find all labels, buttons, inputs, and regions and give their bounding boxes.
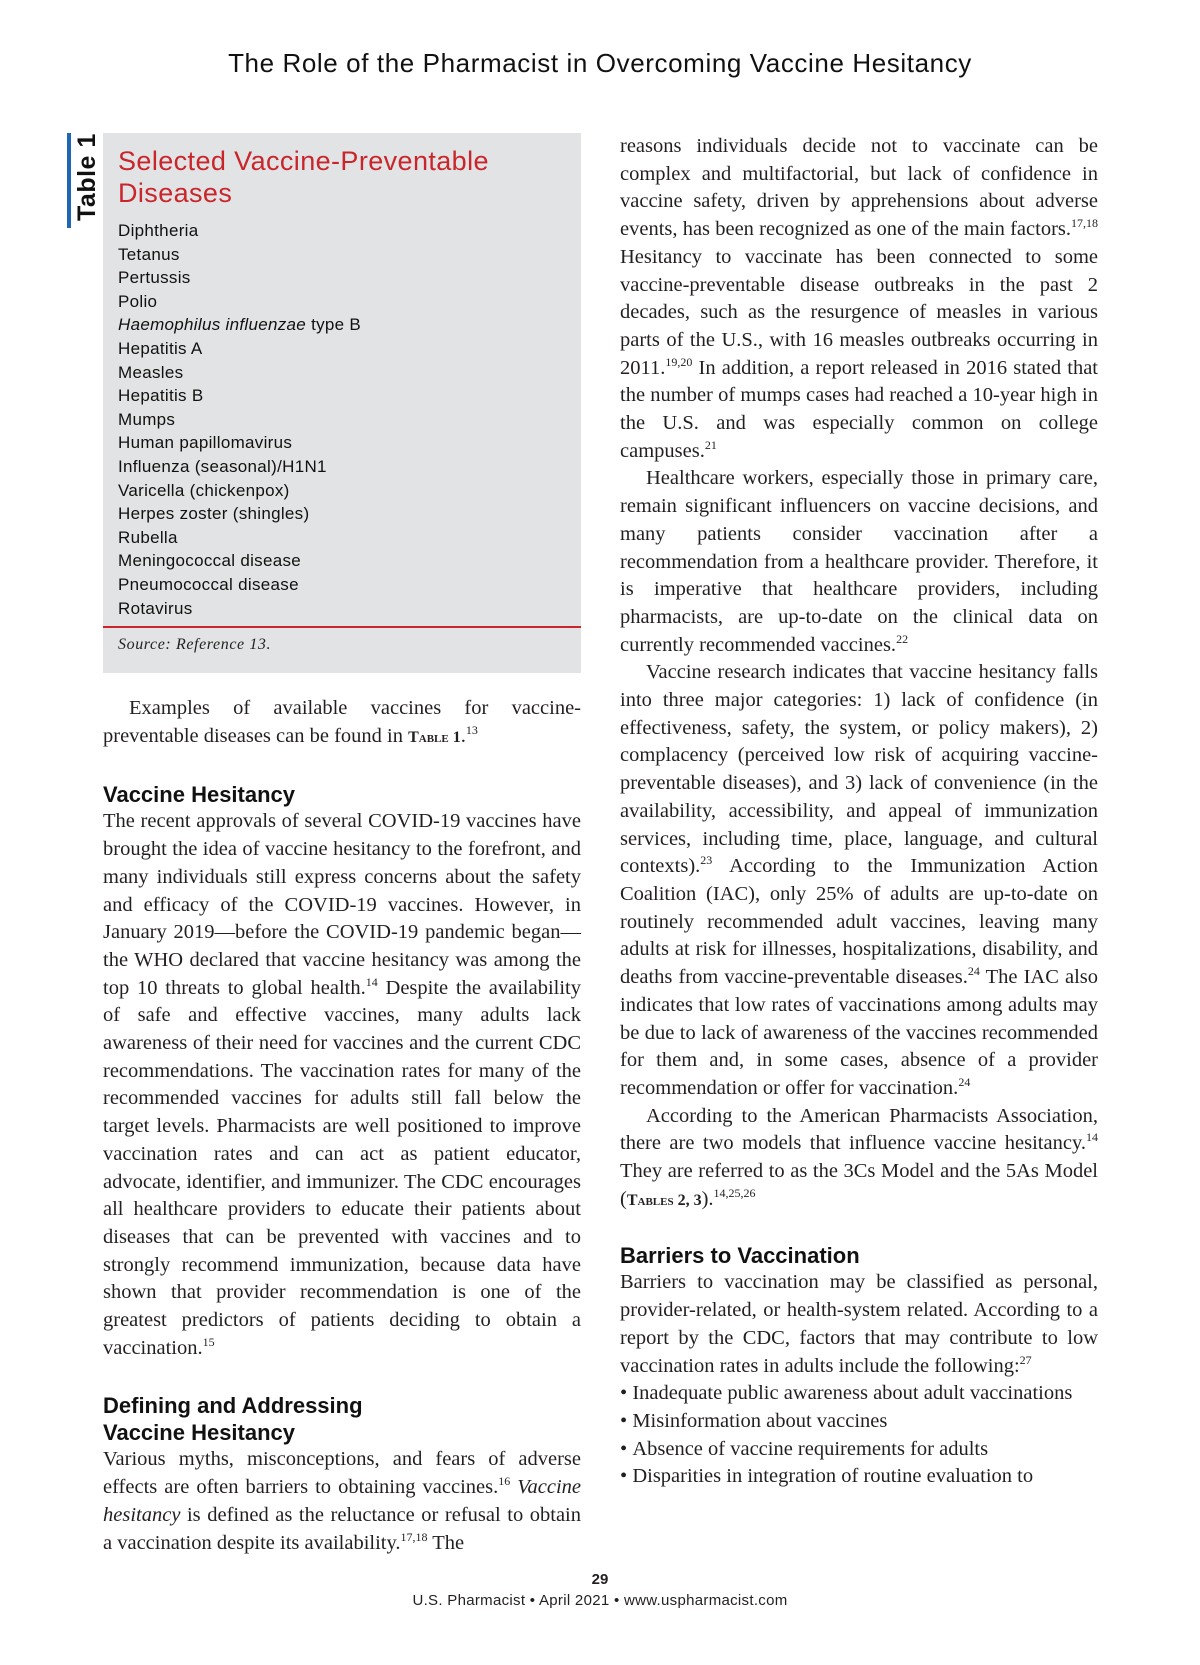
barrier-item: • Inadequate public awareness about adult vaccinations	[620, 1380, 1098, 1408]
text-run: is defined as the reluctance or refusal to obtain a vaccination despite its availability.	[103, 1503, 581, 1554]
left-column	[73, 133, 582, 1557]
citation: 27	[1019, 1352, 1032, 1367]
text-run: According to the Immunization Action Coalition (IAC), only 25% of adults are up-to-date on routinely recommended adult vaccines, leaving many adults at risk for illnesses, hospitalizations, disability, and deaths from vaccine-preventable diseases.	[620, 855, 1098, 989]
table-tab-bar	[67, 133, 71, 228]
paragraph-vaccine-hesitancy	[103, 808, 581, 1362]
table-rule	[103, 626, 581, 628]
barriers-list	[620, 1380, 1098, 1491]
citation: 23	[700, 853, 713, 868]
table-reference: Table 1	[408, 728, 461, 746]
citation: 19,20	[665, 354, 693, 369]
right-column	[620, 133, 1098, 1491]
disease-item: Rubella	[118, 527, 178, 547]
text-run: The recent approvals of several COVID-19 vaccines have brought the idea of vaccine hesitancy to the forefront, and many individuals still express concerns about the safety and efficacy of the COVID-19 vaccines. However, in January 2019—before the COVID-19 pandemic began—the WHO declared that vaccine hesitancy was among the top 10 threats to global health.	[103, 810, 581, 999]
citation: 16	[498, 1474, 511, 1489]
citation: 17,18	[1071, 216, 1098, 231]
text-run: Vaccine research indicates that vaccine hesitancy falls into three major categories: 1) lack of confidence (in effectiveness, safety, the system, or policy makers), 2) complacency (perceived low risk of acquiring vaccine-preventable diseases), and 3) lack of convenience (in the availability, accessibility, and appeal of immunization services, including time, place, language, and cultural contexts).	[620, 661, 1098, 878]
paragraph-continued	[620, 133, 1098, 465]
disease-item	[118, 313, 567, 337]
table-tab	[67, 133, 101, 228]
disease-item: Hepatitis B	[118, 386, 204, 406]
text-run: Barriers to vaccination may be classified as personal, provider-related, or health-system related. According to a report by the CDC, factors that may contribute to low vaccination rates in adults include the following:	[620, 1271, 1098, 1377]
disease-item: Rotavirus	[118, 598, 193, 618]
table-title: Selected Vaccine-Preventable Diseases	[118, 146, 489, 208]
disease-item: Hepatitis A	[118, 338, 203, 358]
running-title: The Role of the Pharmacist in Overcoming Vaccine Hesitancy	[228, 48, 972, 78]
citation: 15	[202, 1334, 215, 1349]
text-run: Despite the availability of safe and effective vaccines, many adults lack awareness of their need for vaccines and the current CDC recommendations. The vaccination rates for many of the recommended vaccines for adults still fall below the target levels. Pharmacists are well positioned to improve vaccination rates and can act as patient educator, advocate, identifier, and immunizer. The CDC encourages all healthcare providers to educate their patients about diseases that can be prevented with vaccines and to strongly recommend immunization, because data have shown that provider recommendation is one of the greatest predictors of patients deciding to obtain a vaccination.	[103, 976, 581, 1359]
paragraph-defining	[103, 1446, 581, 1557]
disease-item: Tetanus	[118, 244, 180, 264]
text-run: Hesitancy to vaccinate has been connected to some vaccine-preventable disease outbreaks in the past 2 decades, such as the resurgence of measles in various parts of the U.S., with 16 measles outbreaks occurring in 2011.	[620, 245, 1098, 379]
citation: 14,25,26	[713, 1185, 756, 1200]
page-number: 29	[591, 1571, 609, 1588]
disease-item-suffix: type B	[306, 315, 362, 335]
citation: 14	[1086, 1130, 1098, 1145]
heading-defining-addressing	[103, 1392, 581, 1446]
table-1	[73, 133, 581, 673]
text-run: Various myths, misconceptions, and fears of adverse effects are often barriers to obtaining vaccines.	[103, 1448, 581, 1499]
citation: 14	[365, 974, 378, 989]
text-run: ).	[701, 1187, 714, 1210]
italic-term: Vaccine hesitancy	[103, 1476, 582, 1526]
text-run: The IAC also indicates that low rates of vaccinations among adults may be due to lack of awareness of the vaccines recommended for them and, in some cases, absence of a provider recommendation or offer for vaccination.	[620, 966, 1098, 1099]
barrier-item: • Disparities in integration of routine evaluation to	[620, 1463, 1098, 1491]
text-run: In addition, a report released in 2016 stated that the number of mumps cases had reached a 10-year high in the U.S. and was especially common on college campuses.	[620, 356, 1098, 462]
table-reference: Tables 2, 3	[626, 1191, 702, 1209]
disease-item: Human papillomavirus	[118, 433, 293, 453]
heading-line: Defining and Addressing	[103, 1393, 363, 1419]
citation: 22	[896, 631, 909, 646]
table-source: Source: Reference 13.	[118, 636, 272, 654]
heading-line: Vaccine Hesitancy	[103, 1420, 296, 1446]
table-tab-label: Table 1	[73, 133, 101, 221]
citation: 17,18	[400, 1529, 428, 1544]
barrier-item: • Misinformation about vaccines	[620, 1408, 1098, 1436]
heading-vaccine-hesitancy: Vaccine Hesitancy	[103, 782, 296, 808]
disease-item: Pneumococcal disease	[118, 574, 299, 594]
paragraph-research	[620, 659, 1098, 1102]
text-run: .	[460, 724, 466, 747]
paragraph-barriers	[620, 1269, 1098, 1380]
disease-item: Varicella (chickenpox)	[118, 480, 290, 500]
text-run: The	[427, 1531, 465, 1554]
footer-publication: U.S. Pharmacist • April 2021 • www.uspharmacist.com	[412, 1592, 788, 1609]
text-run: reasons individuals decide not to vaccinate can be complex and multifactorial, but lack of confidence in vaccine safety, driven by apprehensions about adverse events, has been recognized as one of the main factors.	[620, 135, 1098, 241]
citation: 24	[958, 1074, 971, 1089]
heading-barriers: Barriers to Vaccination	[620, 1243, 860, 1269]
disease-list	[118, 219, 567, 620]
barrier-item: • Absence of vaccine requirements for adults	[620, 1436, 1098, 1464]
disease-item: Mumps	[118, 409, 176, 429]
disease-item: Pertussis	[118, 268, 191, 288]
text-run: They are referred to as the 3Cs Model and the 5As Model (	[620, 1160, 1098, 1210]
text-run: Healthcare workers, especially those in primary care, remain significant influencers on vaccine decisions, and many patients consider vaccination after a recommendation from a healthcare provider. Therefore, it is imperative that healthcare providers, including pharmacists, are up-to-date on the clinical data on currently recommended vaccines.	[620, 467, 1098, 656]
disease-item: Diphtheria	[118, 221, 199, 240]
citation: 24	[967, 964, 980, 979]
disease-item: Influenza (seasonal)/H1N1	[118, 456, 327, 476]
citation: 13	[465, 722, 478, 737]
disease-item: Meningococcal disease	[118, 551, 302, 571]
text-run: Examples of available vaccines for vaccine-preventable diseases can be found in	[103, 697, 581, 747]
disease-item: Herpes zoster (shingles)	[118, 504, 310, 524]
paragraph-table-intro	[103, 695, 581, 751]
disease-item-italic: Haemophilus influenzae	[118, 315, 307, 335]
text-run: According to the American Pharmacists Association, there are two models that influence vaccine hesitancy.	[620, 1104, 1098, 1155]
paragraph-apha-models	[620, 1103, 1098, 1215]
paragraph-healthcare-workers	[620, 465, 1098, 659]
disease-item: Polio	[118, 291, 158, 311]
disease-item: Measles	[118, 362, 184, 382]
citation: 21	[704, 437, 717, 452]
